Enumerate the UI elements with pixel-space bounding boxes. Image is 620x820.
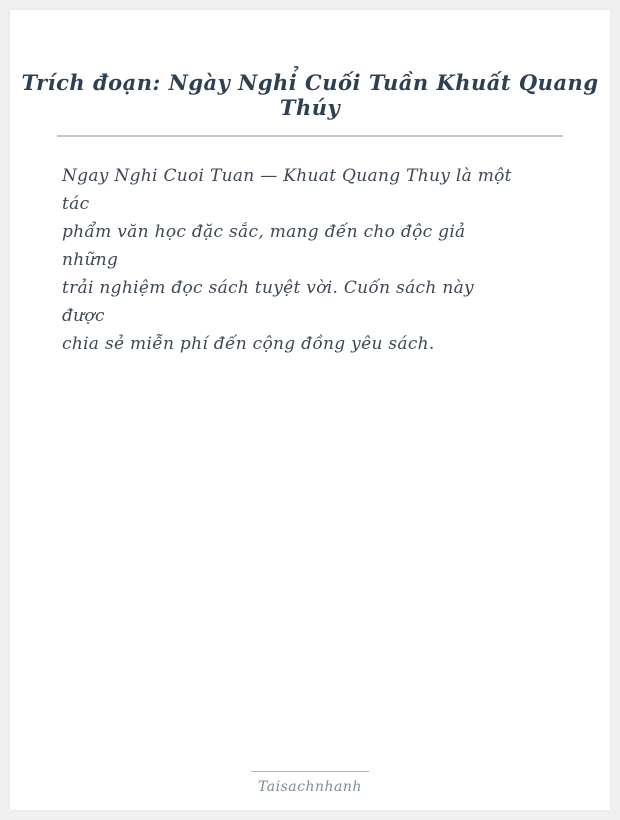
page-title: Trích đoạn: Ngày Nghỉ Cuối Tuần Khuất Quang Thúy [21,70,599,120]
excerpt-line: những [62,250,119,270]
excerpt-line: trải nghiệm đọc sách tuyệt vời. Cuốn sách này [62,278,474,298]
excerpt-line: Ngay Nghi Cuoi Tuan — Khuat Quang Thuy là một [62,166,512,186]
excerpt-line: phẩm văn học đặc sắc, mang đến cho độc giả [62,222,466,242]
page-footer [10,771,610,795]
title-divider [57,135,563,137]
excerpt-text [62,162,560,358]
excerpt-line: được [62,306,105,326]
footer-brand: Taisachnhanh [258,779,362,795]
document-page [10,10,610,810]
footer-divider [251,771,369,772]
excerpt-line: chia sẻ miễn phí đến cộng đồng yêu sách. [62,334,435,354]
excerpt-line: tác [62,194,90,214]
